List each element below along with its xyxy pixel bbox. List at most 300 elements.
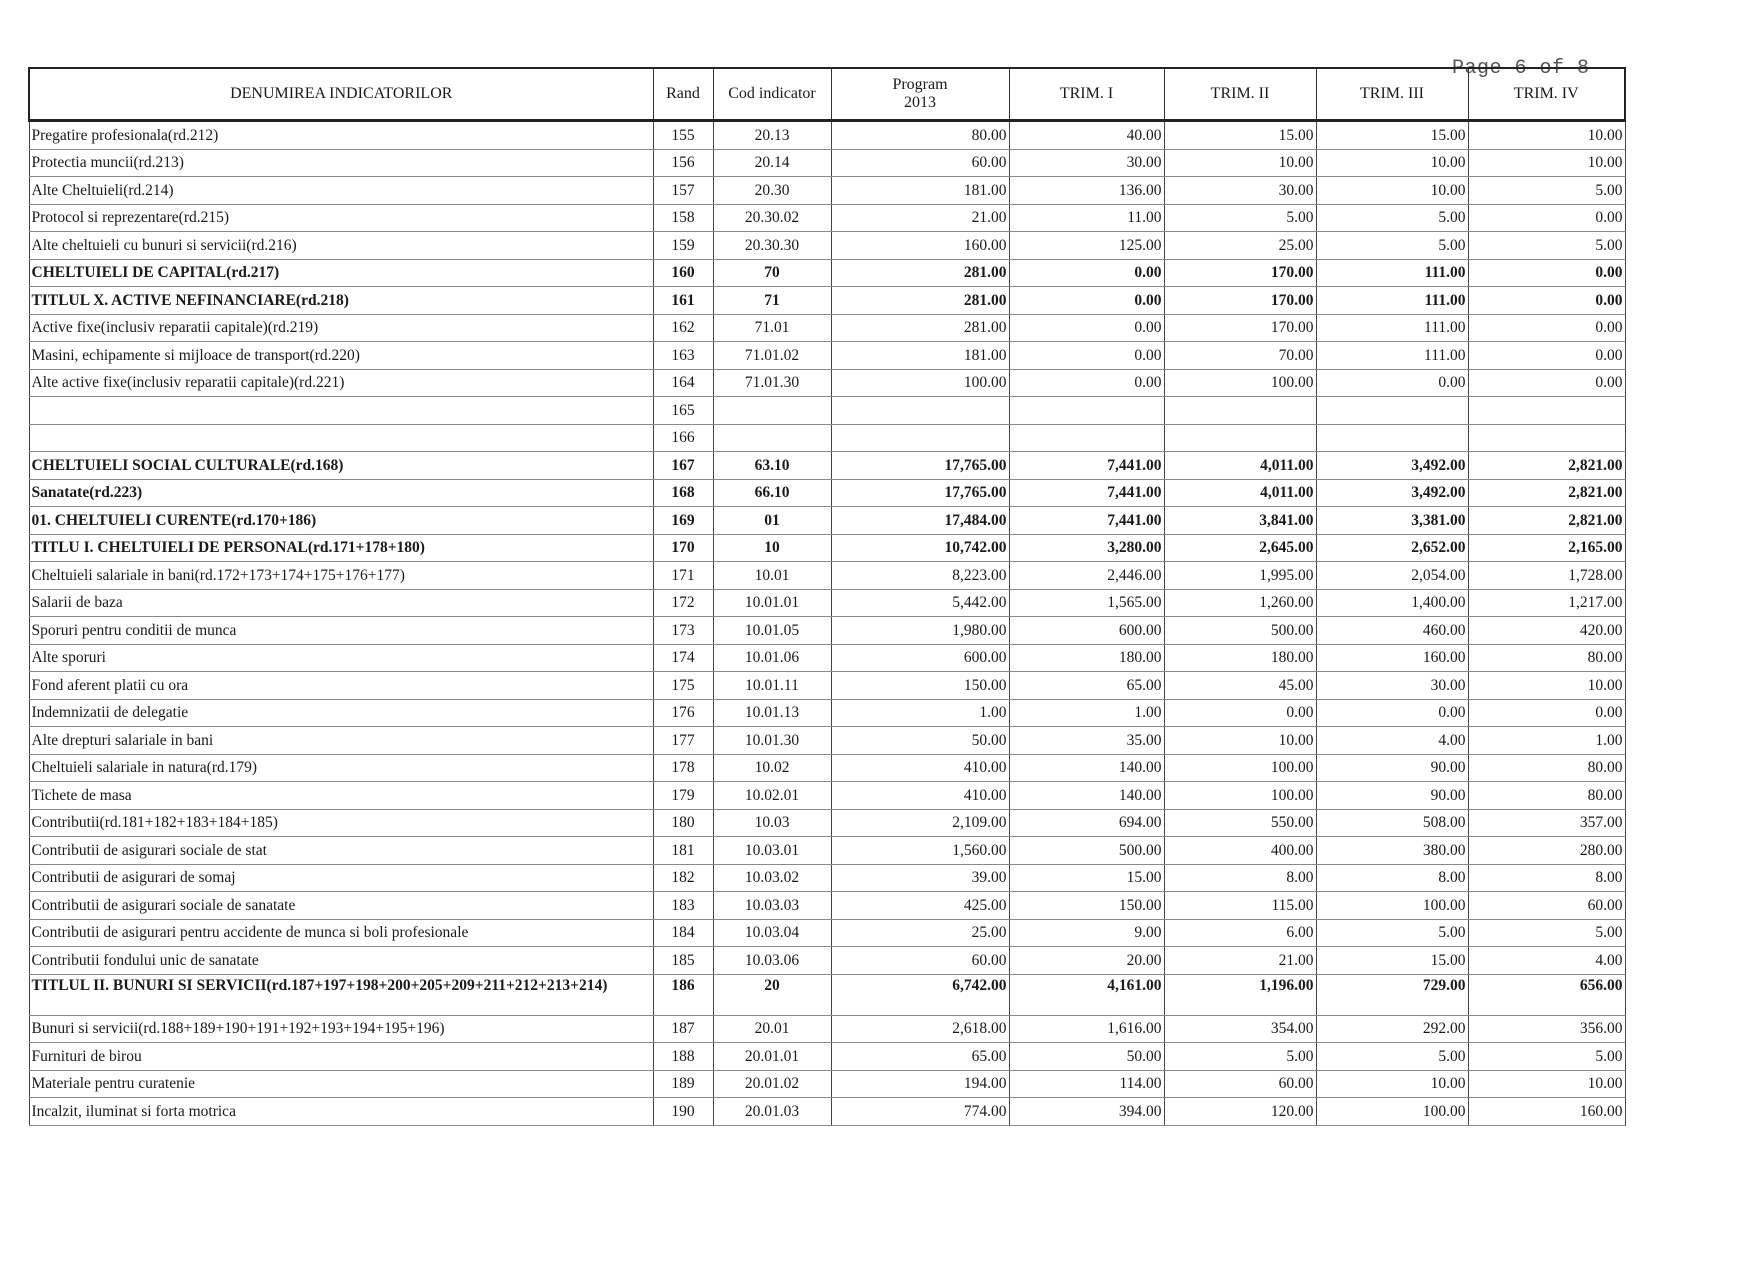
cell-cod: 20.30.02: [713, 204, 831, 232]
cell-cod: 10.01.30: [713, 727, 831, 755]
cell-program: 39.00: [831, 864, 1009, 892]
cell-trim-4: 10.00: [1468, 1070, 1625, 1098]
table-row: [29, 919, 1625, 947]
cell-trim-1: 7,441.00: [1009, 479, 1164, 507]
cell-trim-1: 65.00: [1009, 672, 1164, 700]
cell-cod: 01: [713, 507, 831, 535]
cell-trim-2: 170.00: [1164, 314, 1316, 342]
cell-trim-3: 10.00: [1316, 1070, 1468, 1098]
cell-trim-4: 4.00: [1468, 947, 1625, 975]
cell-trim-1: 1,565.00: [1009, 589, 1164, 617]
cell-trim-3: 15.00: [1316, 121, 1468, 150]
cell-cod: 10.03.02: [713, 864, 831, 892]
cell-trim-2: 180.00: [1164, 644, 1316, 672]
header-program: Program 2013: [831, 68, 1009, 121]
cell-rand: 170: [653, 534, 713, 562]
cell-cod: 10: [713, 534, 831, 562]
cell-trim-1: 150.00: [1009, 892, 1164, 920]
cell-trim-3: 8.00: [1316, 864, 1468, 892]
cell-program: 150.00: [831, 672, 1009, 700]
cell-rand: 163: [653, 342, 713, 370]
cell-trim-3: 4.00: [1316, 727, 1468, 755]
cell-name: Cheltuieli salariale in bani(rd.172+173+174+175+176+177): [29, 562, 653, 590]
cell-program: 17,484.00: [831, 507, 1009, 535]
cell-cod: 20.01.01: [713, 1043, 831, 1071]
cell-rand: 186: [653, 974, 713, 1015]
cell-rand: 173: [653, 617, 713, 645]
cell-name: Alte active fixe(inclusiv reparatii capitale)(rd.221): [29, 369, 653, 397]
cell-trim-3: 2,054.00: [1316, 562, 1468, 590]
cell-rand: 167: [653, 452, 713, 480]
table-row: [29, 837, 1625, 865]
cell-program: 5,442.00: [831, 589, 1009, 617]
cell-program: 25.00: [831, 919, 1009, 947]
cell-trim-4: 0.00: [1468, 259, 1625, 287]
cell-trim-3: 100.00: [1316, 1098, 1468, 1126]
cell-rand: 178: [653, 754, 713, 782]
cell-rand: 188: [653, 1043, 713, 1071]
cell-trim-4: 357.00: [1468, 809, 1625, 837]
cell-trim-2: 4,011.00: [1164, 479, 1316, 507]
cell-trim-1: 500.00: [1009, 837, 1164, 865]
cell-cod: 10.03.01: [713, 837, 831, 865]
cell-name: Protocol si reprezentare(rd.215): [29, 204, 653, 232]
cell-trim-3: 508.00: [1316, 809, 1468, 837]
cell-trim-2: 5.00: [1164, 204, 1316, 232]
cell-trim-2: 115.00: [1164, 892, 1316, 920]
cell-trim-3: 380.00: [1316, 837, 1468, 865]
cell-program: 60.00: [831, 947, 1009, 975]
cell-trim-4: 1,728.00: [1468, 562, 1625, 590]
table-row: [29, 1070, 1625, 1098]
table-row: [29, 644, 1625, 672]
header-trim-4: TRIM. IV: [1468, 68, 1625, 121]
cell-trim-4: 2,821.00: [1468, 479, 1625, 507]
cell-name: CHELTUIELI DE CAPITAL(rd.217): [29, 259, 653, 287]
cell-cod: 10.01.13: [713, 699, 831, 727]
cell-name: Contributii de asigurari de somaj: [29, 864, 653, 892]
cell-trim-1: 40.00: [1009, 121, 1164, 150]
header-name: DENUMIREA INDICATORILOR: [29, 68, 653, 121]
cell-program: 1.00: [831, 699, 1009, 727]
table-row: [29, 589, 1625, 617]
cell-trim-3: 111.00: [1316, 287, 1468, 315]
cell-trim-2: 550.00: [1164, 809, 1316, 837]
cell-trim-2: [1164, 424, 1316, 452]
cell-program: 21.00: [831, 204, 1009, 232]
cell-trim-1: 9.00: [1009, 919, 1164, 947]
cell-name: Furnituri de birou: [29, 1043, 653, 1071]
cell-program: 181.00: [831, 177, 1009, 205]
cell-cod: 10.01.01: [713, 589, 831, 617]
cell-trim-1: 7,441.00: [1009, 452, 1164, 480]
cell-cod: 71.01: [713, 314, 831, 342]
cell-program: 6,742.00: [831, 974, 1009, 1015]
cell-program: 410.00: [831, 754, 1009, 782]
cell-program: 65.00: [831, 1043, 1009, 1071]
cell-trim-3: 30.00: [1316, 672, 1468, 700]
cell-trim-4: 280.00: [1468, 837, 1625, 865]
cell-cod: [713, 424, 831, 452]
cell-trim-3: 3,492.00: [1316, 479, 1468, 507]
cell-trim-1: 15.00: [1009, 864, 1164, 892]
cell-trim-4: 0.00: [1468, 342, 1625, 370]
cell-rand: 180: [653, 809, 713, 837]
header-cod: Cod indicator: [713, 68, 831, 121]
cell-trim-1: 0.00: [1009, 342, 1164, 370]
table-row: [29, 342, 1625, 370]
cell-cod: 10.01.05: [713, 617, 831, 645]
cell-trim-1: [1009, 397, 1164, 425]
cell-rand: 189: [653, 1070, 713, 1098]
cell-cod: [713, 397, 831, 425]
cell-trim-3: 5.00: [1316, 204, 1468, 232]
cell-trim-4: 5.00: [1468, 177, 1625, 205]
cell-program: 181.00: [831, 342, 1009, 370]
cell-rand: 160: [653, 259, 713, 287]
cell-trim-1: 600.00: [1009, 617, 1164, 645]
cell-trim-2: 0.00: [1164, 699, 1316, 727]
cell-trim-4: 60.00: [1468, 892, 1625, 920]
cell-trim-3: 10.00: [1316, 149, 1468, 177]
page-number-label: Page 6 of 8: [1452, 57, 1590, 80]
cell-trim-3: 10.00: [1316, 177, 1468, 205]
cell-rand: 172: [653, 589, 713, 617]
cell-trim-2: 60.00: [1164, 1070, 1316, 1098]
table-row: [29, 397, 1625, 425]
table-row: [29, 782, 1625, 810]
table-header: [29, 68, 1625, 121]
cell-trim-2: 120.00: [1164, 1098, 1316, 1126]
cell-name: Contributii(rd.181+182+183+184+185): [29, 809, 653, 837]
cell-trim-2: 500.00: [1164, 617, 1316, 645]
cell-trim-1: 140.00: [1009, 754, 1164, 782]
cell-trim-4: 0.00: [1468, 204, 1625, 232]
cell-program: 17,765.00: [831, 452, 1009, 480]
cell-program: 425.00: [831, 892, 1009, 920]
table-row: [29, 1015, 1625, 1043]
cell-name: Contributii de asigurari sociale de stat: [29, 837, 653, 865]
table-row: [29, 369, 1625, 397]
cell-rand: 182: [653, 864, 713, 892]
cell-trim-4: 8.00: [1468, 864, 1625, 892]
cell-cod: 66.10: [713, 479, 831, 507]
cell-program: 2,109.00: [831, 809, 1009, 837]
cell-cod: 20.14: [713, 149, 831, 177]
table-row: [29, 947, 1625, 975]
table-body: [29, 121, 1625, 1126]
cell-trim-4: 420.00: [1468, 617, 1625, 645]
table-row: [29, 149, 1625, 177]
table-row: [29, 562, 1625, 590]
table-row: [29, 974, 1625, 1015]
cell-trim-3: 111.00: [1316, 342, 1468, 370]
table-row: [29, 754, 1625, 782]
cell-trim-2: 5.00: [1164, 1043, 1316, 1071]
cell-trim-3: 729.00: [1316, 974, 1468, 1015]
cell-trim-4: 656.00: [1468, 974, 1625, 1015]
cell-trim-4: 10.00: [1468, 149, 1625, 177]
cell-name: [29, 397, 653, 425]
budget-table: [28, 67, 1626, 1126]
cell-name: Alte Cheltuieli(rd.214): [29, 177, 653, 205]
cell-name: Pregatire profesionala(rd.212): [29, 121, 653, 150]
cell-name: Fond aferent platii cu ora: [29, 672, 653, 700]
cell-name: Alte cheltuieli cu bunuri si servicii(rd.216): [29, 232, 653, 260]
cell-trim-4: 10.00: [1468, 672, 1625, 700]
cell-program: [831, 397, 1009, 425]
cell-cod: 20.30: [713, 177, 831, 205]
cell-rand: 168: [653, 479, 713, 507]
cell-name: Contributii de asigurari sociale de sanatate: [29, 892, 653, 920]
cell-rand: 166: [653, 424, 713, 452]
cell-name: Incalzit, iluminat si forta motrica: [29, 1098, 653, 1126]
cell-rand: 155: [653, 121, 713, 150]
cell-cod: 20: [713, 974, 831, 1015]
cell-rand: 157: [653, 177, 713, 205]
cell-cod: 10.03.03: [713, 892, 831, 920]
cell-trim-4: 2,821.00: [1468, 507, 1625, 535]
cell-name: CHELTUIELI SOCIAL CULTURALE(rd.168): [29, 452, 653, 480]
cell-trim-3: 3,381.00: [1316, 507, 1468, 535]
cell-program: 10,742.00: [831, 534, 1009, 562]
cell-rand: 162: [653, 314, 713, 342]
cell-trim-4: 80.00: [1468, 782, 1625, 810]
cell-cod: 10.03.04: [713, 919, 831, 947]
cell-trim-4: 10.00: [1468, 121, 1625, 150]
cell-program: 281.00: [831, 287, 1009, 315]
table-row: [29, 121, 1625, 150]
cell-cod: 20.01.03: [713, 1098, 831, 1126]
table-row: [29, 452, 1625, 480]
cell-cod: 10.01.11: [713, 672, 831, 700]
cell-trim-2: 3,841.00: [1164, 507, 1316, 535]
cell-trim-2: 30.00: [1164, 177, 1316, 205]
cell-name: Sporuri pentru conditii de munca: [29, 617, 653, 645]
cell-trim-4: 2,821.00: [1468, 452, 1625, 480]
cell-trim-3: 90.00: [1316, 782, 1468, 810]
cell-name: Alte sporuri: [29, 644, 653, 672]
header-trim-3: TRIM. III: [1316, 68, 1468, 121]
cell-rand: 169: [653, 507, 713, 535]
cell-trim-2: 70.00: [1164, 342, 1316, 370]
cell-trim-2: 6.00: [1164, 919, 1316, 947]
cell-trim-1: 136.00: [1009, 177, 1164, 205]
cell-program: 8,223.00: [831, 562, 1009, 590]
cell-rand: 185: [653, 947, 713, 975]
cell-trim-3: 292.00: [1316, 1015, 1468, 1043]
table-row: [29, 809, 1625, 837]
cell-cod: 20.13: [713, 121, 831, 150]
cell-trim-2: 45.00: [1164, 672, 1316, 700]
header-row: [29, 68, 1625, 121]
table-row: [29, 177, 1625, 205]
cell-rand: 165: [653, 397, 713, 425]
header-rand: Rand: [653, 68, 713, 121]
cell-name: Indemnizatii de delegatie: [29, 699, 653, 727]
cell-trim-4: 160.00: [1468, 1098, 1625, 1126]
cell-name: Bunuri si servicii(rd.188+189+190+191+192+193+194+195+196): [29, 1015, 653, 1043]
cell-cod: 10.03: [713, 809, 831, 837]
cell-trim-1: 3,280.00: [1009, 534, 1164, 562]
cell-trim-4: 2,165.00: [1468, 534, 1625, 562]
cell-rand: 181: [653, 837, 713, 865]
cell-trim-2: 100.00: [1164, 782, 1316, 810]
cell-cod: 10.01: [713, 562, 831, 590]
cell-program: 60.00: [831, 149, 1009, 177]
cell-trim-1: 11.00: [1009, 204, 1164, 232]
cell-program: 774.00: [831, 1098, 1009, 1126]
cell-rand: 171: [653, 562, 713, 590]
cell-trim-2: 1,995.00: [1164, 562, 1316, 590]
cell-trim-1: 30.00: [1009, 149, 1164, 177]
cell-trim-4: 80.00: [1468, 644, 1625, 672]
cell-trim-1: 0.00: [1009, 287, 1164, 315]
cell-trim-2: 170.00: [1164, 259, 1316, 287]
cell-cod: 20.01.02: [713, 1070, 831, 1098]
cell-trim-3: 460.00: [1316, 617, 1468, 645]
cell-trim-1: 114.00: [1009, 1070, 1164, 1098]
cell-trim-3: 5.00: [1316, 1043, 1468, 1071]
cell-name: TITLUL II. BUNURI SI SERVICII(rd.187+197+198+200+205+209+211+212+213+214): [29, 974, 653, 1015]
cell-name: Contributii fondului unic de sanatate: [29, 947, 653, 975]
cell-trim-1: 694.00: [1009, 809, 1164, 837]
table-row: [29, 424, 1625, 452]
cell-trim-2: 170.00: [1164, 287, 1316, 315]
table-row: [29, 507, 1625, 535]
cell-trim-4: 1,217.00: [1468, 589, 1625, 617]
cell-name: Salarii de baza: [29, 589, 653, 617]
cell-trim-1: 1,616.00: [1009, 1015, 1164, 1043]
cell-trim-3: 5.00: [1316, 919, 1468, 947]
cell-trim-3: [1316, 424, 1468, 452]
cell-trim-4: 5.00: [1468, 1043, 1625, 1071]
cell-name: Sanatate(rd.223): [29, 479, 653, 507]
cell-trim-4: [1468, 397, 1625, 425]
cell-rand: 159: [653, 232, 713, 260]
cell-trim-3: 90.00: [1316, 754, 1468, 782]
cell-program: 160.00: [831, 232, 1009, 260]
cell-trim-3: 0.00: [1316, 699, 1468, 727]
table-row: [29, 617, 1625, 645]
cell-trim-2: 1,260.00: [1164, 589, 1316, 617]
cell-trim-2: 354.00: [1164, 1015, 1316, 1043]
cell-trim-3: 111.00: [1316, 259, 1468, 287]
cell-trim-1: 0.00: [1009, 259, 1164, 287]
cell-trim-4: 0.00: [1468, 699, 1625, 727]
cell-trim-2: 8.00: [1164, 864, 1316, 892]
cell-trim-2: 400.00: [1164, 837, 1316, 865]
table-row: [29, 232, 1625, 260]
cell-cod: 10.01.06: [713, 644, 831, 672]
table-row: [29, 314, 1625, 342]
cell-rand: 161: [653, 287, 713, 315]
table-row: [29, 892, 1625, 920]
cell-trim-1: 0.00: [1009, 369, 1164, 397]
cell-trim-1: 394.00: [1009, 1098, 1164, 1126]
cell-trim-1: 4,161.00: [1009, 974, 1164, 1015]
cell-name: [29, 424, 653, 452]
cell-program: 17,765.00: [831, 479, 1009, 507]
cell-cod: 70: [713, 259, 831, 287]
cell-cod: 71: [713, 287, 831, 315]
cell-trim-1: 7,441.00: [1009, 507, 1164, 535]
cell-program: 410.00: [831, 782, 1009, 810]
cell-rand: 174: [653, 644, 713, 672]
table-row: [29, 672, 1625, 700]
table-row: [29, 534, 1625, 562]
cell-trim-2: 10.00: [1164, 149, 1316, 177]
cell-trim-1: 1.00: [1009, 699, 1164, 727]
cell-trim-1: 140.00: [1009, 782, 1164, 810]
cell-rand: 187: [653, 1015, 713, 1043]
cell-trim-2: 10.00: [1164, 727, 1316, 755]
cell-program: 600.00: [831, 644, 1009, 672]
cell-program: 194.00: [831, 1070, 1009, 1098]
cell-trim-3: [1316, 397, 1468, 425]
cell-trim-4: 0.00: [1468, 314, 1625, 342]
cell-trim-4: 5.00: [1468, 919, 1625, 947]
table-row: [29, 287, 1625, 315]
cell-cod: 10.02: [713, 754, 831, 782]
cell-cod: 20.30.30: [713, 232, 831, 260]
cell-name: Masini, echipamente si mijloace de transport(rd.220): [29, 342, 653, 370]
cell-trim-4: 0.00: [1468, 287, 1625, 315]
cell-trim-4: 80.00: [1468, 754, 1625, 782]
cell-program: 2,618.00: [831, 1015, 1009, 1043]
cell-trim-4: 0.00: [1468, 369, 1625, 397]
cell-trim-3: 160.00: [1316, 644, 1468, 672]
cell-trim-1: 180.00: [1009, 644, 1164, 672]
cell-trim-3: 100.00: [1316, 892, 1468, 920]
cell-rand: 184: [653, 919, 713, 947]
cell-rand: 176: [653, 699, 713, 727]
cell-trim-3: 111.00: [1316, 314, 1468, 342]
cell-program: 100.00: [831, 369, 1009, 397]
cell-trim-2: 100.00: [1164, 754, 1316, 782]
cell-trim-1: 20.00: [1009, 947, 1164, 975]
cell-program: 1,560.00: [831, 837, 1009, 865]
cell-trim-3: 0.00: [1316, 369, 1468, 397]
cell-trim-4: [1468, 424, 1625, 452]
cell-trim-2: 15.00: [1164, 121, 1316, 150]
table-row: [29, 1098, 1625, 1126]
table-row: [29, 699, 1625, 727]
cell-program: 281.00: [831, 259, 1009, 287]
cell-rand: 156: [653, 149, 713, 177]
cell-trim-4: 1.00: [1468, 727, 1625, 755]
cell-cod: 20.01: [713, 1015, 831, 1043]
cell-program: 50.00: [831, 727, 1009, 755]
cell-trim-3: 15.00: [1316, 947, 1468, 975]
table-row: [29, 204, 1625, 232]
table-row: [29, 1043, 1625, 1071]
cell-trim-1: 35.00: [1009, 727, 1164, 755]
cell-program: 1,980.00: [831, 617, 1009, 645]
cell-cod: 71.01.02: [713, 342, 831, 370]
cell-trim-4: 5.00: [1468, 232, 1625, 260]
cell-name: TITLUL X. ACTIVE NEFINANCIARE(rd.218): [29, 287, 653, 315]
cell-cod: 63.10: [713, 452, 831, 480]
cell-rand: 183: [653, 892, 713, 920]
cell-rand: 158: [653, 204, 713, 232]
cell-trim-1: 2,446.00: [1009, 562, 1164, 590]
cell-name: Alte drepturi salariale in bani: [29, 727, 653, 755]
cell-name: Materiale pentru curatenie: [29, 1070, 653, 1098]
table-row: [29, 259, 1625, 287]
cell-name: Tichete de masa: [29, 782, 653, 810]
cell-rand: 164: [653, 369, 713, 397]
